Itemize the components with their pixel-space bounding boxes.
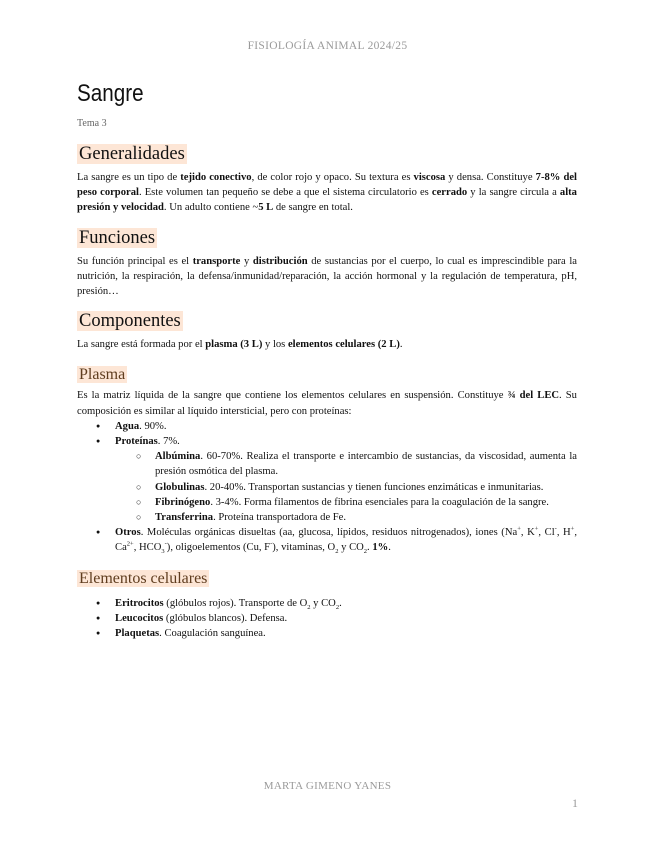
list-item-globulinas: ○ Globulinas. 20-40%. Transportan sustancias y tienen funciones enzimáticas e inmunitarias.	[77, 480, 577, 495]
proteinas-sublist	[77, 449, 577, 525]
heading-plasma: Plasma	[79, 366, 126, 384]
page-header: FISIOLOGÍA ANIMAL 2024/25	[247, 40, 408, 52]
list-item-eritrocitos: ● Eritrocitos (glóbulos rojos). Transporte de $O_2$ y $CO_2$.	[77, 596, 577, 611]
list-item-transferrina: ○ Transferrina. Proteína transportadora de Fe.	[77, 510, 577, 525]
heading-elementos-celulares: Elementos celulares	[79, 569, 208, 587]
list-item-leucocitos: ● Leucocitos (glóbulos blancos). Defensa.	[77, 611, 577, 626]
paragraph-plasma: Es la matriz líquida de la sangre que contiene los elementos celulares en suspensión. Constituye ¾ del LEC. Su composición es similar al líquido intersticial, pero con proteínas:	[77, 390, 577, 417]
page-footer: MARTA GIMENO YANES	[263, 780, 392, 792]
heading-componentes: Componentes	[79, 311, 181, 332]
elementos-list	[77, 596, 577, 642]
heading-generalidades: Generalidades	[79, 144, 185, 164]
document-title: Sangre	[77, 80, 144, 107]
list-item-agua: ● Agua. 90%.	[77, 419, 577, 434]
list-item-albumina: ○ Albúmina. 60-70%. Realiza el transporte e intercambio de sustancias, da viscosidad, aumenta la presión osmótica del plasma.	[77, 449, 577, 479]
document-subtitle: Tema 3	[77, 118, 107, 129]
page-number: 1	[572, 796, 578, 810]
list-item-otros: ● Otros. Moléculas orgánicas disueltas (aa, glucosa, lípidos, residuos nitrogenados), iones (Na+, K+, Cl-, H+, $Ca^{2+}$, $HCO_3^-$), oligoelementos (Cu, F-), vitaminas, $O_2$ y $CO_2$. 1%.	[77, 525, 577, 555]
paragraph-componentes: La sangre está formada por el plasma (3 L) y los elementos celulares (2 L).	[77, 339, 403, 351]
plasma-list	[77, 419, 577, 556]
list-item-proteinas: ● Proteínas. 7%. ○ Albúmina. 60-70%. Realiza el transporte e intercambio de sustancias, da viscosidad, aumenta la presión osmótica del plasma. ○ Globulinas. 20-40%. Transportan sustancias y tienen funciones enzimáticas e inmunitarias. ○ Fibrinógeno. 3-4%. Forma filamentos de fibrina esenciales para la coagulación de la sangre. ○ Transferrina. Proteína transportadora de Fe.	[77, 434, 577, 525]
paragraph-generalidades: La sangre es un tipo de tejido conectivo, de color rojo y opaco. Su textura es viscosa y densa. Constituye 7-8% del peso corporal. Este volumen tan pequeño se debe a que el sistema circulatorio es cerrado y la sangre circula a alta presión y velocidad. Un adulto contiene ~5 L de sangre en total.	[77, 172, 577, 214]
list-item-plaquetas: ● Plaquetas. Coagulación sanguínea.	[77, 626, 577, 641]
list-item-fibrinogeno: ○ Fibrinógeno. 3-4%. Forma filamentos de fibrina esenciales para la coagulación de la sangre.	[77, 495, 577, 510]
paragraph-funciones: Su función principal es el transporte y distribución de sustancias por el cuerpo, lo cual es imprescindible para la nutrición, la respiración, la defensa/inmunidad/reparación, la acción hormonal y la regulación de temperatura, pH, presión…	[77, 255, 578, 298]
document-body	[77, 144, 577, 641]
heading-funciones: Funciones	[79, 227, 156, 248]
